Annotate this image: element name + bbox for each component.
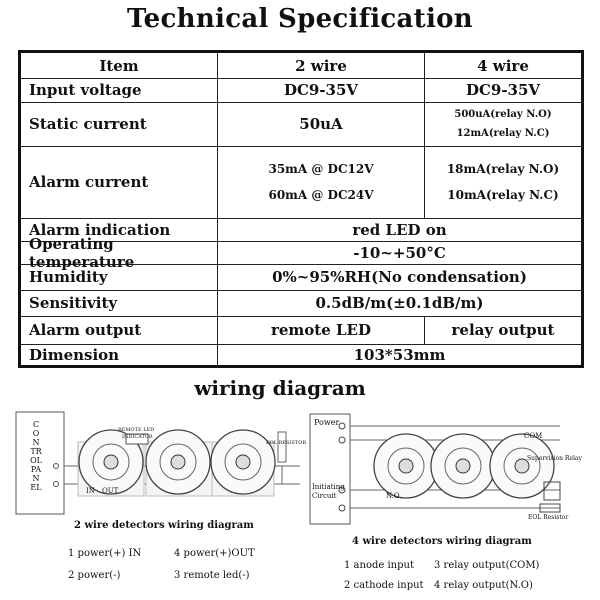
spec-table [18,50,584,368]
sensitivity-value: 0.5dB/m(±0.1dB/m) [315,294,484,312]
two-wire-legend-4: 4 power(+)OUT [174,548,255,559]
page-title: Technical Specification [126,4,473,34]
four-wire-detector-2-center [456,459,470,473]
static-current-4wire-no: 500uA(relay N.O) [454,109,552,120]
indicator-label: INDICATOR [122,434,153,440]
wiring-diagram-title: wiring diagram [194,376,366,400]
sensitivity-label: Sensitivity [21,290,218,316]
out-label: OUT [102,487,119,495]
two-wire-eol-label: EOL RESISTOR [266,440,307,446]
input-voltage-label: Input voltage [21,78,218,102]
four-wire-panel-box [310,414,350,524]
alarm-current-12v: 35mA @ DC12V [268,162,374,176]
panel-terminal-minus [54,482,59,487]
row-operating-temperature [21,234,581,271]
input-voltage-2wire: DC9-35V [218,78,425,102]
remote-led-label: REMOTE LED [118,427,155,433]
in-label: IN [86,487,95,495]
two-wire-legend-2: 2 power(-) [68,570,121,581]
two-wire-caption: 2 wire detectors wiring diagram [74,520,254,531]
four-wire-caption: 4 wire detectors wiring diagram [352,536,532,547]
alarm-indication-value: red LED on [352,220,447,239]
alarm-output-2wire: remote LED [218,316,425,344]
power-label: Power [314,418,340,427]
initiating-terminal-minus [339,505,345,511]
static-current-4wire [425,102,581,146]
supervision-relay-label: Supervision Relay [527,455,582,462]
four-wire-legend-4: 4 relay output(N.O) [434,580,533,591]
four-wire-legend-2: 2 cathode input [344,580,424,591]
power-terminal-minus [339,437,345,443]
alarm-current-24v: 60mA @ DC24V [268,188,374,202]
com-label: COM [524,432,543,440]
detector-2-center [171,455,185,469]
control-panel-label: CONTROL PANEL [30,420,42,492]
detector-1-center [104,455,118,469]
dimension-label: Dimension [21,344,218,365]
static-current-label: Static current [21,102,218,146]
dimension-value: 103*53mm [353,345,446,364]
operating-temperature-label: Operating temperature [21,241,218,264]
two-wire-legend-1: 1 power(+) IN [68,548,142,559]
row-static-current [21,102,581,147]
row-sensitivity [21,290,581,317]
alarm-current-4wire-no: 18mA(relay N.O) [446,162,560,176]
two-wire-eol-resistor [278,432,286,462]
alarm-output-label: Alarm output [21,316,218,344]
static-current-2wire: 50uA [218,102,425,146]
four-wire-legend-1: 1 anode input [344,560,414,571]
row-input-voltage [21,78,581,103]
four-wire-legend-3: 3 relay output(COM) [434,560,540,571]
four-wire-detector-1-center [399,459,413,473]
humidity-value: 0%~95%RH(No condensation) [272,268,527,286]
alarm-output-4wire: relay output [451,321,555,339]
no-label: N.O. [386,492,402,500]
row-humidity [21,264,581,291]
four-wire-eol-label: EOL Resistor [528,514,569,521]
static-current-4wire-nc: 12mA(relay N.C) [456,128,550,139]
alarm-current-4wire-nc: 10mA(relay N.C) [447,188,559,202]
header-2wire: 2 wire [218,53,425,78]
row-alarm-output [21,316,581,345]
alarm-current-label: Alarm current [21,146,218,218]
header-4wire: 4 wire [477,56,529,75]
row-alarm-current [21,146,581,219]
header-item: Item [21,53,218,78]
alarm-indication-label: Alarm indication [21,218,218,241]
initiating-label: Initiating [312,483,345,491]
two-wire-legend-3: 3 remote led(-) [174,570,250,581]
power-terminal-plus [339,423,345,429]
circuit-label: Circuit [312,492,337,500]
input-voltage-4wire: DC9-35V [465,81,541,99]
alarm-current-2wire [218,146,425,218]
alarm-current-4wire [425,146,581,218]
humidity-label: Humidity [21,264,218,290]
spec-header-row [21,53,581,79]
detector-3-center [236,455,250,469]
operating-temperature-value: -10~+50°C [353,243,446,262]
panel-terminal-plus [54,464,59,469]
row-dimension [21,344,581,365]
